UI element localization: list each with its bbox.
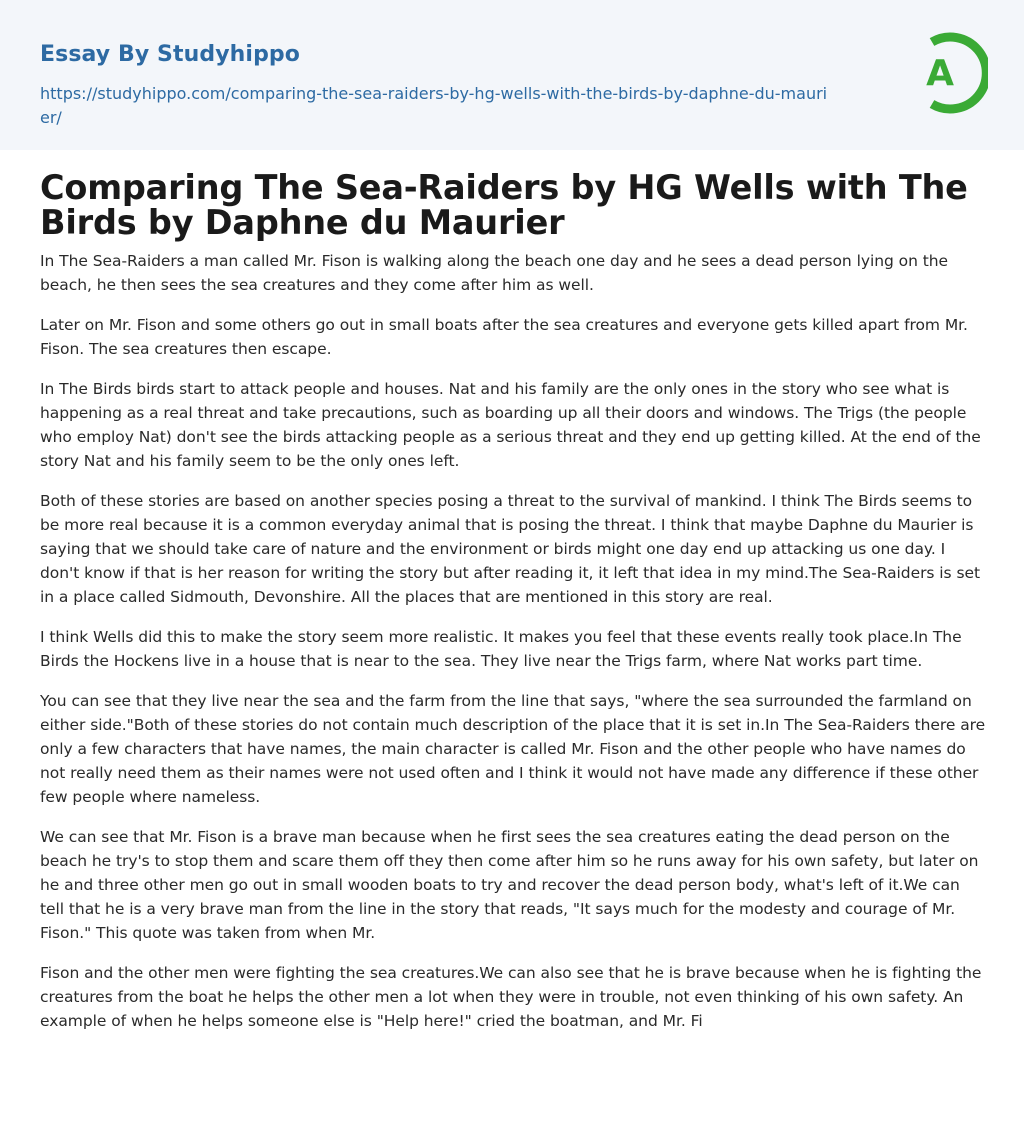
page-title: Comparing The Sea-Raiders by HG Wells with The Birds by Daphne du Maurier [40, 168, 968, 242]
paragraph: Later on Mr. Fison and some others go out in small boats after the sea creatures and everyone gets killed apart from Mr. Fison. The sea creatures then escape. [40, 316, 968, 358]
paragraph: In The Sea-Raiders a man called Mr. Fison is walking along the beach one day and he sees a dead person lying on the beach, he then sees the sea creatures and they come after him as well. [40, 252, 949, 294]
paragraph: You can see that they live near the sea and the farm from the line that says, "where the sea surrounded the farmland on either side."Both of these stories do not contain much description of the place that it is set in.In The Sea-Raiders there are only a few characters that have names, the main character is called Mr. Fison and the other people who have names do not really need them as their names were not used often and I think it would not have made any difference if these other few people where nameless. [40, 692, 986, 806]
site-title[interactable]: Essay By Studyhippo [40, 42, 300, 67]
studyhippo-logo-icon[interactable] [908, 28, 988, 116]
article-url-link[interactable]: https://studyhippo.com/comparing-the-sea-raiders-by-hg-wells-with-the-birds-by-daphne-du-maurier/ [40, 84, 828, 127]
logo-letter: A [926, 53, 954, 94]
paragraph: In The Birds birds start to attack people and houses. Nat and his family are the only ones in the story who see what is happening as a real threat and take precautions, such as boarding up all their doors and windows. The Trigs (the people who employ Nat) don't see the birds attacking people as a serious threat and they end up getting killed. At the end of the story Nat and his family seem to be the only ones left. [40, 380, 981, 470]
paragraph: We can see that Mr. Fison is a brave man because when he first sees the sea creatures eating the dead person on the beach he try's to stop them and scare them off they then come after him so he runs away for his own safety, but later on he and three other men go out in small wooden boats to try and recover the dead person body, what's left of it.We can tell that he is a very brave man from the line in the story that reads, "It says much for the modesty and courage of Mr. Fison." This quote was taken from when Mr. [40, 828, 979, 942]
article [40, 170, 988, 1049]
paragraph: Both of these stories are based on another species posing a threat to the survival of mankind. I think The Birds seems to be more real because it is a common everyday animal that is posing the threat. I think that maybe Daphne du Maurier is saying that we should take care of nature and the environment or birds might one day end up attacking us one day. I don't know if that is her reason for writing the story but after reading it, it left that idea in my mind.The Sea-Raiders is set in a place called Sidmouth, Devonshire. All the places that are mentioned in this story are real. [40, 492, 980, 606]
paragraph: Fison and the other men were fighting the sea creatures.We can also see that he is brave because when he is fighting the creatures from the boat he helps the other men a lot when they were in trouble, not even thinking of his own safety. An example of when he helps someone else is "Help here!" cried the boatman, and Mr. Fi [40, 964, 982, 1030]
paragraph: I think Wells did this to make the story seem more realistic. It makes you feel that these events really took place.In The Birds the Hockens live in a house that is near to the sea. They live near the Trigs farm, where Nat works part time. [40, 628, 962, 670]
site-header [0, 0, 1024, 150]
